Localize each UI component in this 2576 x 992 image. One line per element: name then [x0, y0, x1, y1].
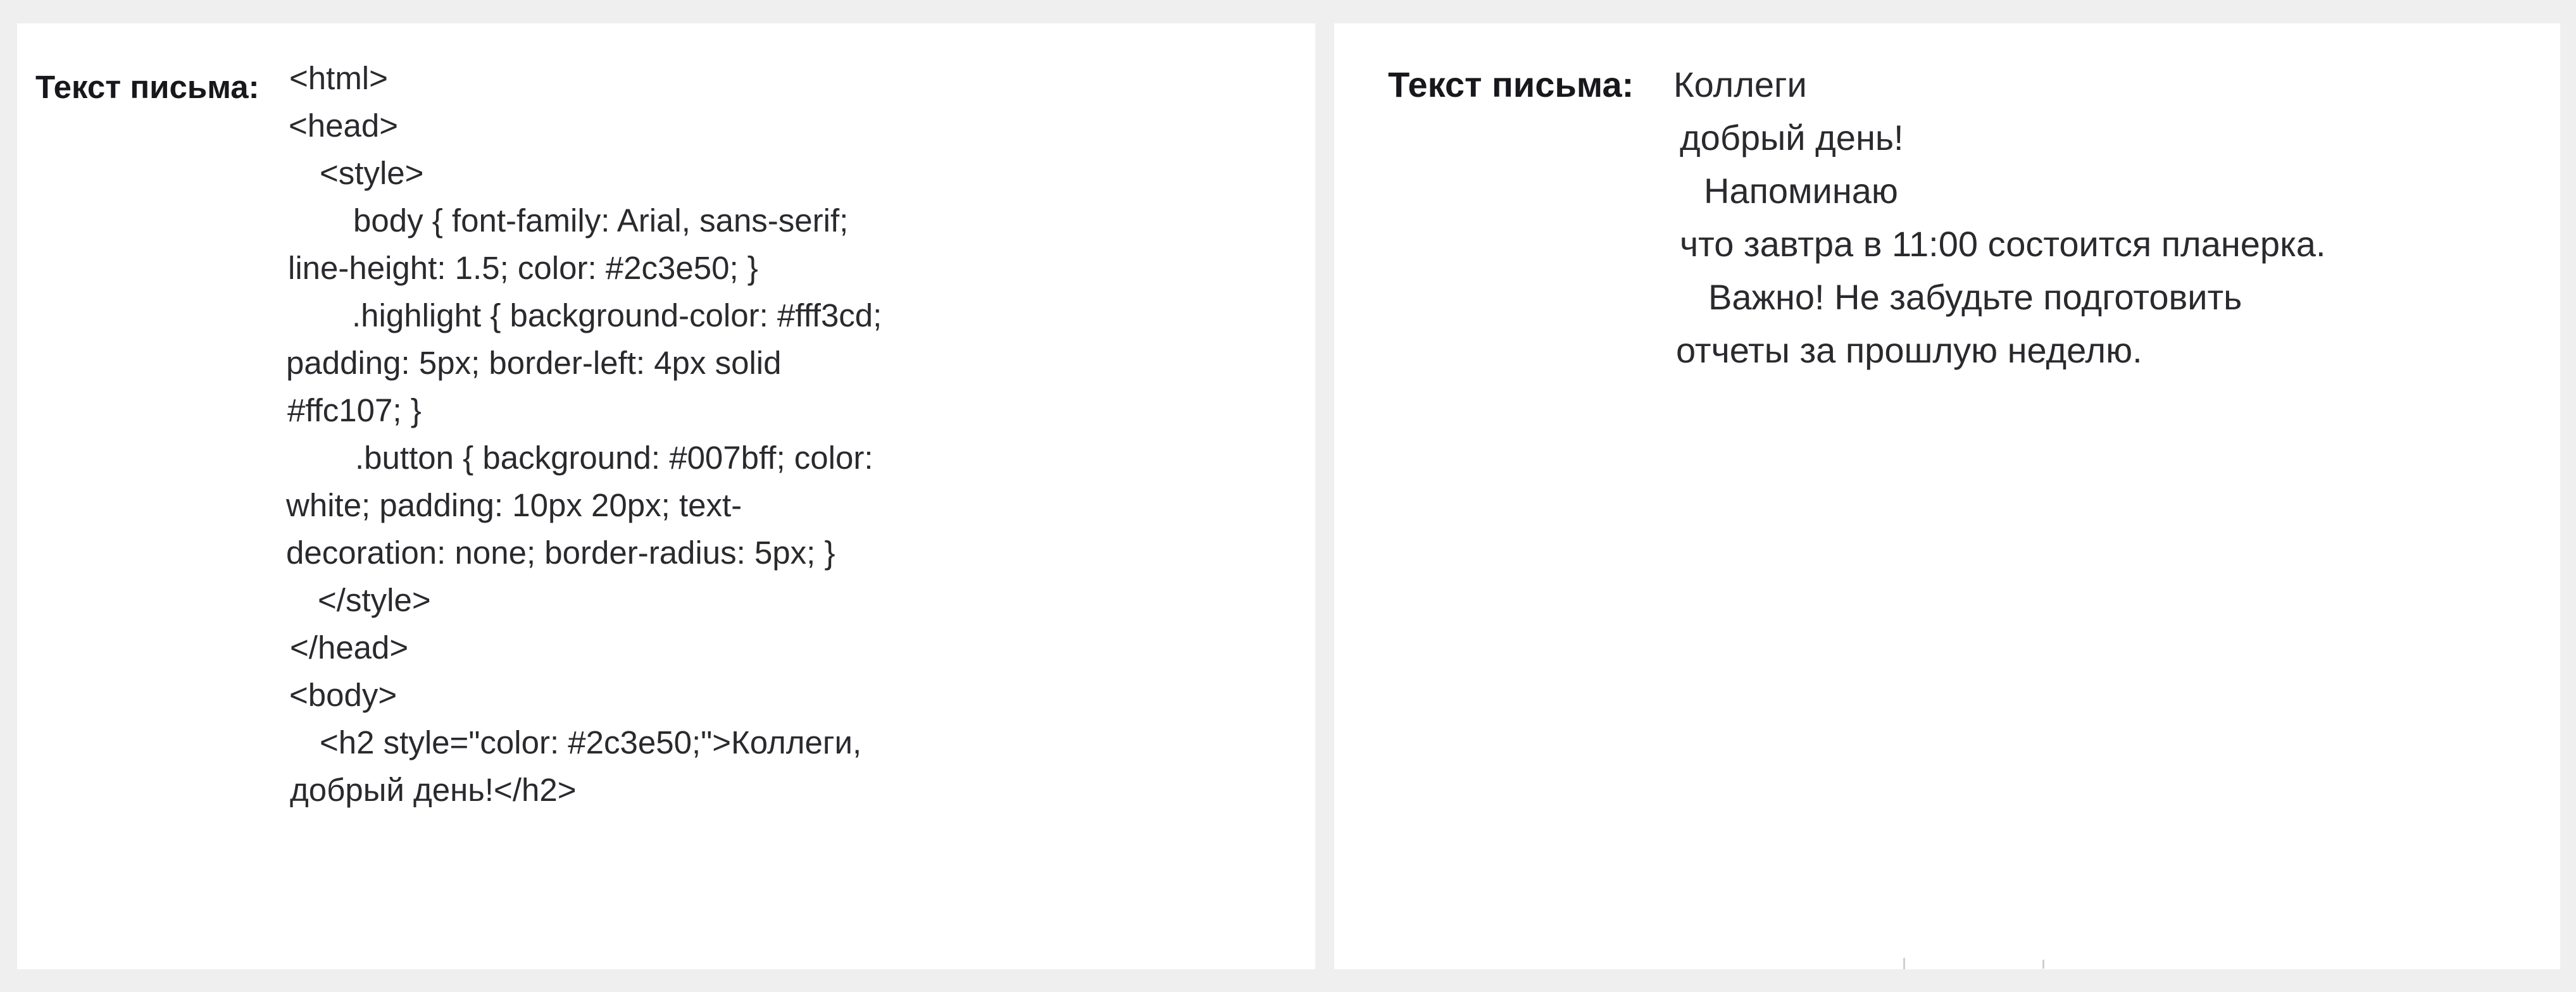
text-line: Важно! Не забудьте подготовить: [1708, 277, 2242, 317]
text-line: decoration: none; border-radius: 5px; }: [286, 535, 835, 571]
text-line: <h2 style="color: #2c3e50;">Коллеги,: [320, 724, 862, 760]
text-line: white; padding: 10px 20px; text-: [286, 487, 742, 523]
text-line: Коллеги: [1673, 65, 1807, 104]
text-line: body { font-family: Arial, sans-serif;: [353, 202, 849, 239]
text-line: добрый день!: [1680, 118, 1904, 158]
text-line: line-height: 1.5; color: #2c3e50; }: [288, 250, 758, 286]
text-line: <html>: [289, 60, 388, 96]
email-text-label: Текст письма:: [1388, 65, 1634, 104]
text-line: <body>: [289, 677, 397, 713]
text-line: .highlight { background-color: #fff3cd;: [352, 297, 882, 333]
email-plain-text: [1672, 58, 2552, 377]
text-line: <head>: [289, 108, 399, 144]
email-source-panel: [17, 23, 1315, 969]
text-line: отчеты за прошлую неделю.: [1676, 330, 2142, 370]
scrollbar-artifact-tick: [1903, 958, 1905, 969]
text-line: что завтра в 11:00 состоится планерка.: [1680, 224, 2326, 264]
text-line: Напоминаю: [1704, 171, 1898, 211]
text-line: <style>: [320, 155, 424, 191]
email-html-source: [286, 54, 1299, 814]
text-line: </head>: [290, 629, 409, 666]
email-preview-panel: [1334, 23, 2560, 969]
text-line: #ffc107; }: [287, 392, 422, 428]
text-line: padding: 5px; border-left: 4px solid: [286, 345, 782, 381]
scrollbar-artifact-tick: [2042, 960, 2044, 969]
email-text-label: Текст письма:: [35, 69, 259, 105]
text-line: добрый день!</h2>: [290, 772, 577, 808]
text-line: </style>: [318, 582, 431, 618]
text-line: .button { background: #007bff; color:: [355, 440, 873, 476]
